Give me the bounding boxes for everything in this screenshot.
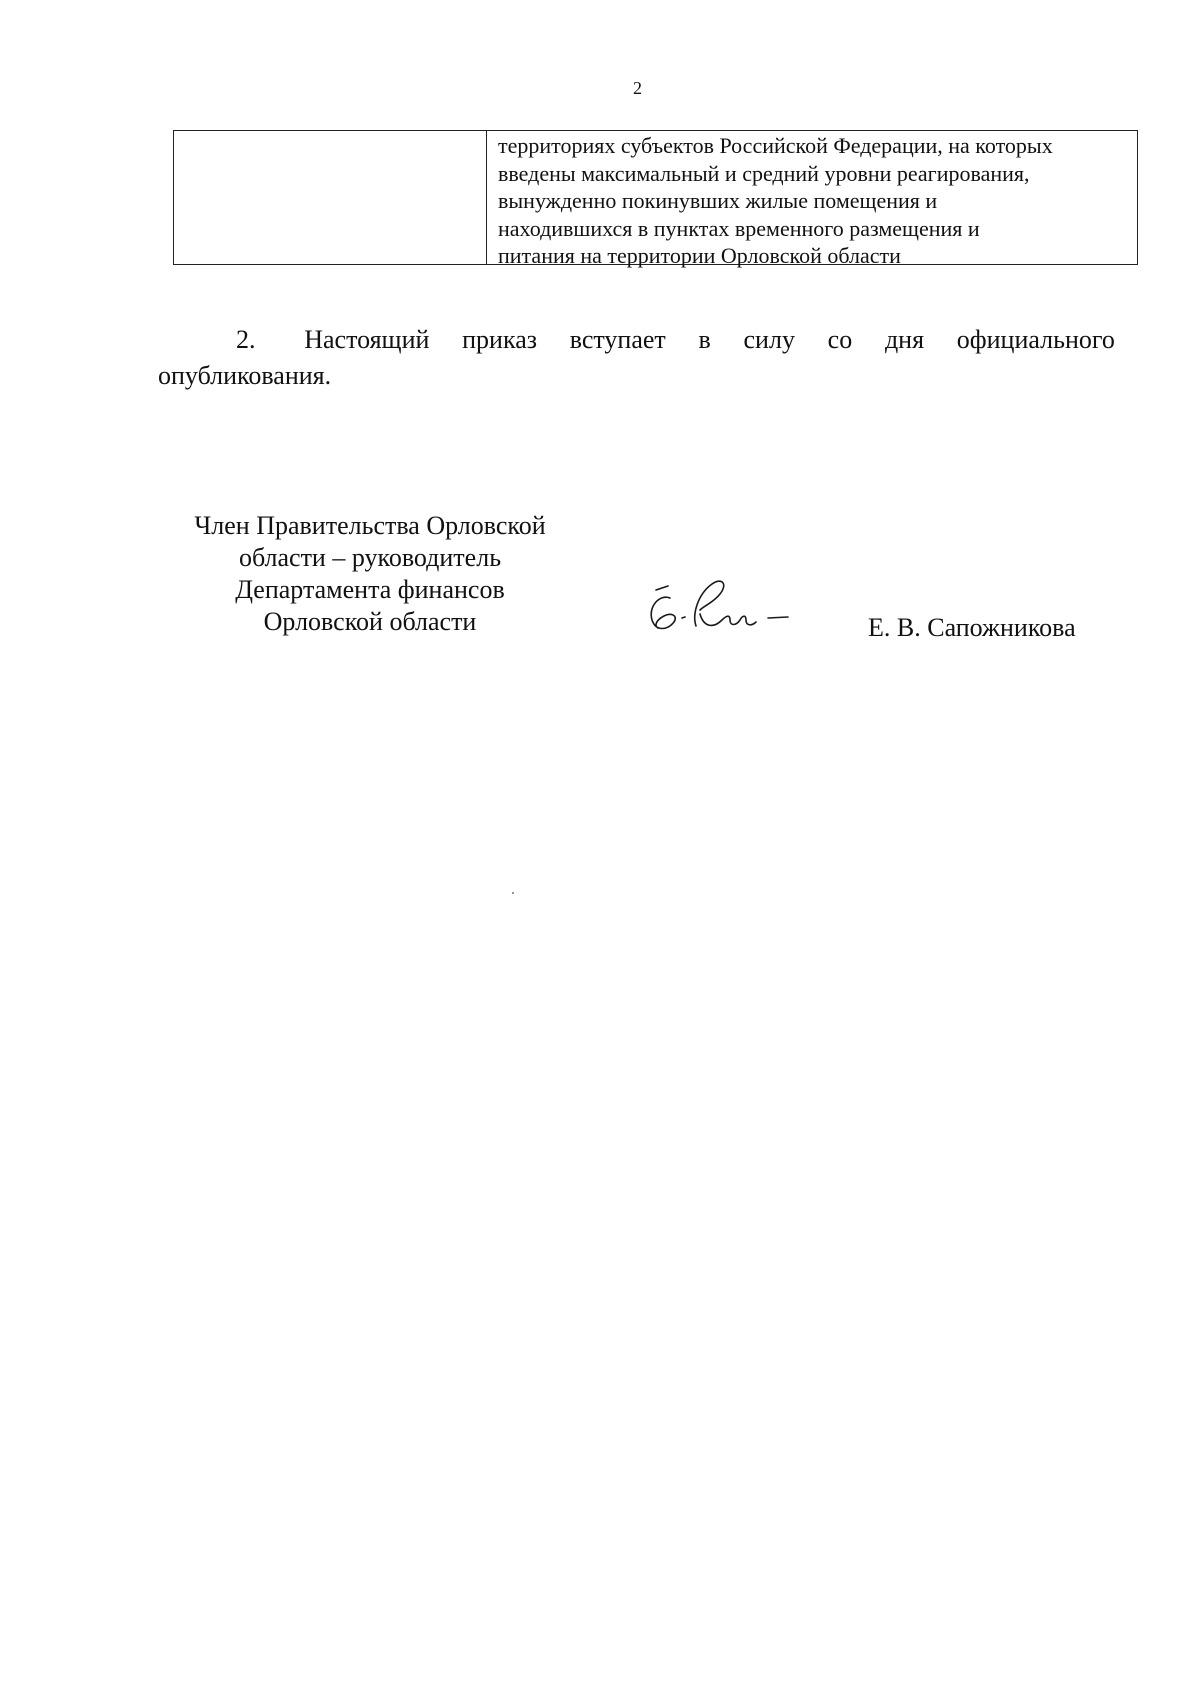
paragraph-word: в (698, 325, 711, 354)
scan-speck (512, 892, 514, 894)
position-line: Орловской области (263, 607, 477, 636)
paragraph-number: 2. (236, 325, 256, 354)
paragraph-word: силу (743, 325, 795, 354)
paragraph-word: дня (884, 325, 925, 354)
table-cell-right (487, 131, 1137, 268)
table-continuation-row (173, 130, 1138, 268)
page-number: 2 (633, 78, 642, 98)
paragraph-word: со (827, 325, 853, 354)
paragraph-word: приказ (462, 325, 538, 354)
table-cell-line: питания на территории Орловской области (498, 243, 901, 268)
paragraph-first-line (158, 322, 1115, 358)
paragraph-second-line: опубликования. (158, 361, 332, 390)
signer-name: Е. В. Сапожникова (868, 613, 1076, 642)
table-cell-line: вынужденно покинувших жилые помещения и (498, 188, 938, 213)
order-paragraph-2 (158, 322, 1115, 394)
paragraph-word: официального (956, 325, 1115, 354)
position-line: Департамента финансов (235, 575, 505, 604)
paragraph-word: вступает (569, 325, 666, 354)
position-line: Член Правительства Орловской (194, 511, 546, 540)
position-line: области – руководитель (238, 543, 502, 572)
table-cell-line: введены максимальный и средний уровни реагирования, (498, 160, 1030, 186)
table-cell-line: территориях субъектов Российской Федерации, на которых (498, 133, 1053, 158)
paragraph-word: Настоящий (304, 325, 430, 354)
signatory-position (160, 510, 580, 638)
table-cell-left (174, 131, 487, 264)
table-cell-line: находившихся в пунктах временного размещения и (498, 215, 980, 241)
handwritten-signature (638, 568, 818, 648)
